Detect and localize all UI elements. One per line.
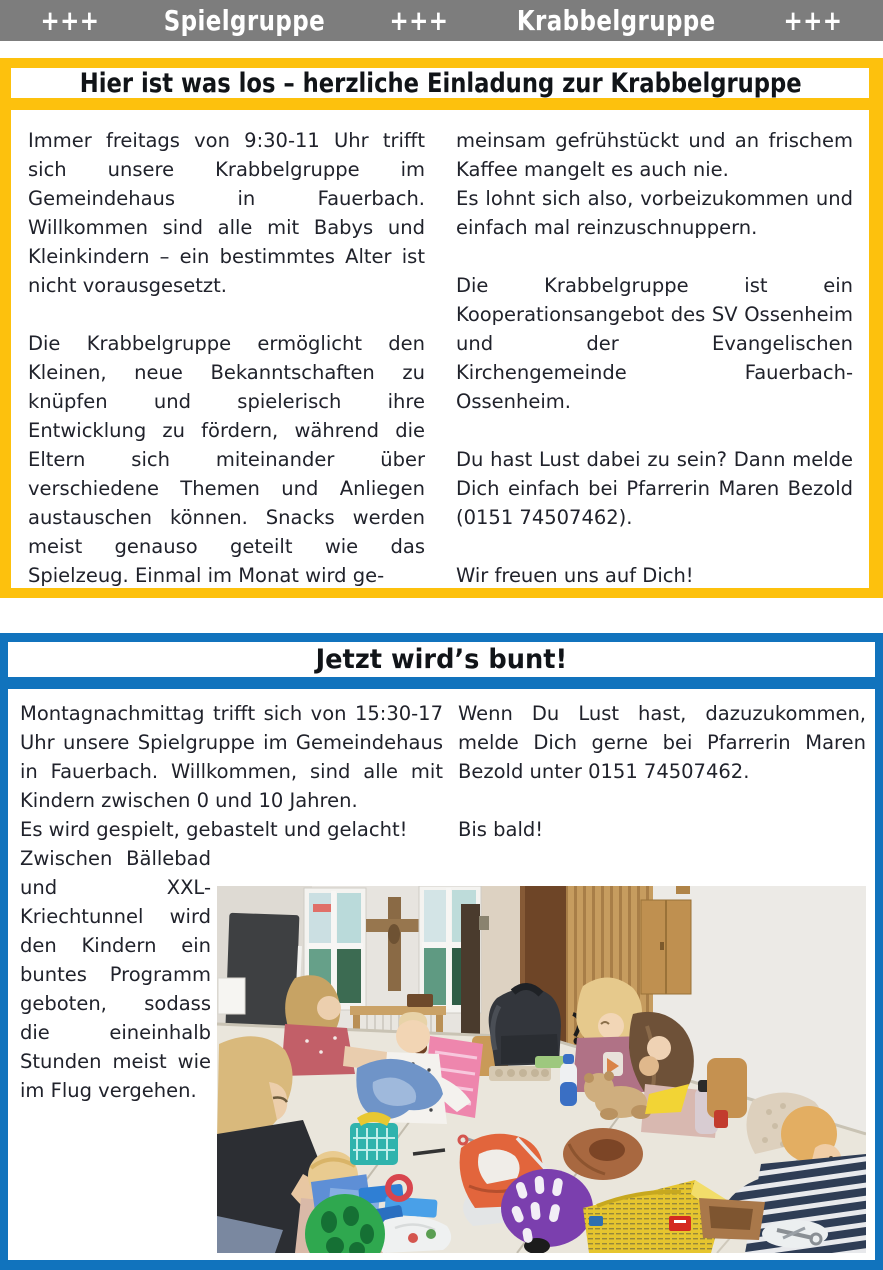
paragraph: meinsam gefrühstückt und an frischem Kaffee mangelt es auch nie. (456, 129, 853, 181)
ticker-item-spielgruppe: Spielgruppe (163, 4, 326, 37)
wall-cupboard (641, 886, 691, 994)
ticker-item-krabbelgruppe: Krabbelgruppe (516, 4, 716, 37)
spielgruppe-title-text: Jetzt wird’s bunt! (315, 644, 568, 675)
paragraph: Es wird gespielt, gebastelt und gelacht! (20, 818, 408, 841)
brown-knit (563, 1128, 643, 1180)
paragraph: Die Krabbelgruppe ermöglicht den Kleinen, neue Bekanntschaften zu knüpfen und spielerisch ihre Entwicklung zu fördern, während die Eltern sich miteinander über verschiedene Themen und Anliegen austauschen können. Snacks werden meist genauso geteilt wie das Spielzeug. Einmal im Monat wird ge- (28, 332, 425, 587)
krabbelgruppe-title-text: Hier ist was los – herzliche Einladung zur Krabbelgruppe (79, 68, 802, 99)
paragraph: Es lohnt sich also, vorbeizukommen und einfach mal reinzuschnuppern. (456, 187, 853, 239)
spielgruppe-photo (217, 886, 866, 1253)
ticker-item: +++ (783, 4, 843, 37)
paragraph (28, 300, 425, 329)
krabbelgruppe-box (0, 58, 883, 598)
playgroup-left-narrow (20, 844, 211, 1105)
keys-on-plate (762, 1220, 828, 1248)
spielgruppe-title (8, 642, 875, 677)
ticker-item: +++ (40, 4, 100, 37)
paragraph: Wir freuen uns auf Dich! (456, 564, 694, 587)
paragraph: Die Krabbelgruppe ist ein Kooperationsangebot des SV Ossenheim und der Evangelischen Kirchengemeinde Fauerbach-Ossenheim. (456, 274, 853, 413)
paragraph (456, 532, 853, 561)
invitation-column-left (28, 126, 425, 590)
ticker-item: +++ (389, 4, 449, 37)
cardboard-box (699, 1198, 765, 1240)
paragraph: Immer freitags von 9:30-11 Uhr trifft sich unsere Krabbelgruppe im Gemeindehaus in Fauerbach. Willkommen sind alle mit Babys und Kleinkindern – ein bestimmtes Alter ist nicht vorausgesetzt. (28, 129, 425, 297)
paragraph: Wenn Du Lust hast, dazuzukommen, melde Dich gerne bei Pfarrerin Maren Bezold unter 0151 74507462. (458, 702, 866, 783)
playgroup-column-right (458, 699, 866, 844)
paragraph: Bis bald! (458, 818, 544, 841)
krabbelgruppe-title (11, 68, 869, 98)
paragraph: Montagnachmittag trifft sich von 15:30-17 Uhr unsere Spielgruppe im Gemeindehaus in Fauerbach. Willkommen, sind alle mit Kindern zwischen 0 und 10 Jahren. (20, 702, 443, 812)
ticker-bar (0, 0, 883, 41)
paragraph (458, 786, 866, 815)
spielgruppe-box (0, 633, 883, 1270)
paragraph: Zwischen Bällebad und XXL-Kriechtunnel wird den Kindern ein buntes Programm geboten, sodass die eineinhalb Stunden meist wie im Flug vergehen. (20, 847, 211, 1102)
paragraph (456, 416, 853, 445)
invitation-column-right (456, 126, 853, 590)
paragraph (456, 242, 853, 271)
paragraph: Du hast Lust dabei zu sein? Dann melde Dich einfach bei Pfarrerin Maren Bezold (0151 74507462). (456, 448, 853, 529)
accent-band (11, 98, 869, 110)
accent-band (8, 677, 875, 689)
playgroup-left-wide (20, 699, 443, 844)
